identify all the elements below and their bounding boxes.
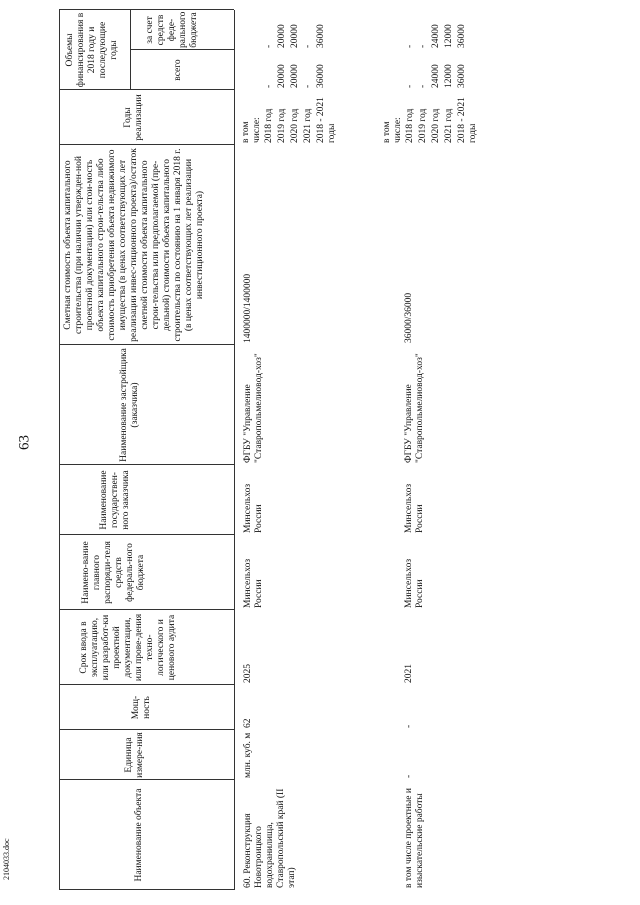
vline bbox=[59, 889, 234, 890]
row1-year: 2021 год bbox=[303, 108, 313, 143]
row2-federal: 24000 bbox=[431, 24, 441, 48]
rotated-table bbox=[59, 10, 639, 890]
vline bbox=[59, 534, 234, 535]
row2-total: - bbox=[405, 84, 415, 88]
row2-year: 2019 год bbox=[418, 108, 428, 143]
header-developer: Наименование застройщика (заказчика) bbox=[119, 348, 140, 462]
row1-manager: Минсельхоз России bbox=[243, 558, 264, 608]
row1-total: - bbox=[303, 84, 313, 88]
page-number: 63 bbox=[16, 435, 33, 450]
row1-federal: 20000 bbox=[290, 24, 300, 48]
header-capacity: Мощ-ность bbox=[131, 695, 152, 720]
header-federal: за счет средств феде-рального бюджета bbox=[145, 11, 199, 48]
header-years: Годы реализации bbox=[123, 94, 144, 141]
row1-cost: 1400000/1400000 bbox=[243, 273, 253, 343]
header-funding: Объемы финансирования в 2018 году и последующие годы bbox=[65, 12, 119, 88]
row1-federal: 20000 bbox=[277, 24, 287, 48]
funding-subline bbox=[130, 10, 131, 90]
row2-year-range: 2018 - 2021 годы bbox=[457, 97, 478, 143]
vline bbox=[59, 729, 234, 730]
row2-years-label: в том числе: bbox=[382, 117, 403, 143]
row1-year: 2020 год bbox=[290, 108, 300, 143]
vline bbox=[59, 89, 234, 90]
row2-year: 2018 год bbox=[405, 108, 415, 143]
row1-total: 36000 bbox=[316, 64, 326, 88]
vline bbox=[59, 609, 234, 610]
header-bottom-line bbox=[234, 10, 235, 890]
row2-federal: 36000 bbox=[457, 24, 467, 48]
row1-total: 20000 bbox=[277, 64, 287, 88]
table-top-line bbox=[59, 10, 60, 890]
row2-year: 2020 год bbox=[431, 108, 441, 143]
row1-commission: 2025 bbox=[243, 664, 253, 683]
row1-total: 20000 bbox=[290, 64, 300, 88]
row2-capacity: - bbox=[404, 724, 414, 728]
row1-year-range: 2018 - 2021 годы bbox=[316, 97, 337, 143]
header-commission: Срок ввода в эксплуатацию, или разработ-ки проектной документации, или прове-дения техно-логического и ценового аудита bbox=[79, 613, 177, 682]
row2-total: 12000 bbox=[444, 64, 454, 88]
row1-total: - bbox=[264, 84, 274, 88]
row2-total: 24000 bbox=[431, 64, 441, 88]
row2-federal: - bbox=[418, 44, 428, 48]
vline bbox=[59, 9, 234, 10]
header-unit: Единица измере-ния bbox=[124, 732, 145, 778]
row2-cost: 36000/36000 bbox=[404, 292, 414, 343]
row2-total: 36000 bbox=[457, 64, 467, 88]
row1-unit: млн. куб. м bbox=[243, 732, 253, 778]
row1-developer: ФГБУ "Управление "Ставропольмелиовод-хоз" bbox=[243, 353, 264, 463]
row1-years-label: в том числе: bbox=[241, 117, 262, 143]
row2-unit: - bbox=[404, 774, 414, 778]
row1-federal: - bbox=[303, 44, 313, 48]
row1-object-name: 60. Реконструкция Новотроицкого водохранилища, Ставропольский край (II этап) bbox=[243, 788, 297, 888]
vline bbox=[59, 464, 234, 465]
vline bbox=[59, 144, 234, 145]
header-cost: Сметная стоимость объекта капитального строительства (при наличии утвержден-ной проектной документации) или стои-мость объекта капитального строи-тельства либо стоимость приобретения объекта недвижимого имущества (в ценах соответствующих лет реализации инвес-тиционного проекта)/остаток сметной стоимости объекта капитального строи-тельства или предполагаемой (пре-дельной) стоимости объекта капитального строительства по состоянию на 1 января 2018 г. (в ценах соответствующих лет реализации инвестиционного проекта) bbox=[63, 148, 205, 342]
vline bbox=[59, 779, 234, 780]
row1-capacity: 62 bbox=[243, 718, 253, 728]
vline bbox=[59, 344, 234, 345]
row2-customer: Минсельхоз России bbox=[404, 483, 425, 533]
row2-commission: 2021 bbox=[404, 664, 414, 683]
row2-federal: - bbox=[405, 44, 415, 48]
vline bbox=[130, 49, 234, 50]
row2-federal: 12000 bbox=[444, 24, 454, 48]
row1-customer: Минсельхоз России bbox=[243, 483, 264, 533]
row1-federal: 36000 bbox=[316, 24, 326, 48]
header-manager: Наимено-вание главного распоряди-теля средств федераль-ного бюджета bbox=[81, 541, 146, 604]
row2-object-name: в том числе проектные и изыскательские работы bbox=[404, 788, 425, 888]
row1-year: 2019 год bbox=[277, 108, 287, 143]
row2-total: - bbox=[418, 84, 428, 88]
row1-year: 2018 год bbox=[264, 108, 274, 143]
header-object-name: Наименование объекта bbox=[134, 788, 144, 882]
vline bbox=[59, 684, 234, 685]
header-total: всего bbox=[173, 59, 183, 81]
row2-manager: Минсельхоз России bbox=[404, 558, 425, 608]
header-customer: Наименование государствен-ного заказчика bbox=[99, 470, 131, 530]
row2-developer: ФГБУ "Управление "Ставропольмелиовод-хоз" bbox=[404, 353, 425, 463]
row2-year: 2021 год bbox=[444, 108, 454, 143]
footer-filename: 2104033.doc bbox=[2, 838, 11, 880]
row1-federal: - bbox=[264, 44, 274, 48]
